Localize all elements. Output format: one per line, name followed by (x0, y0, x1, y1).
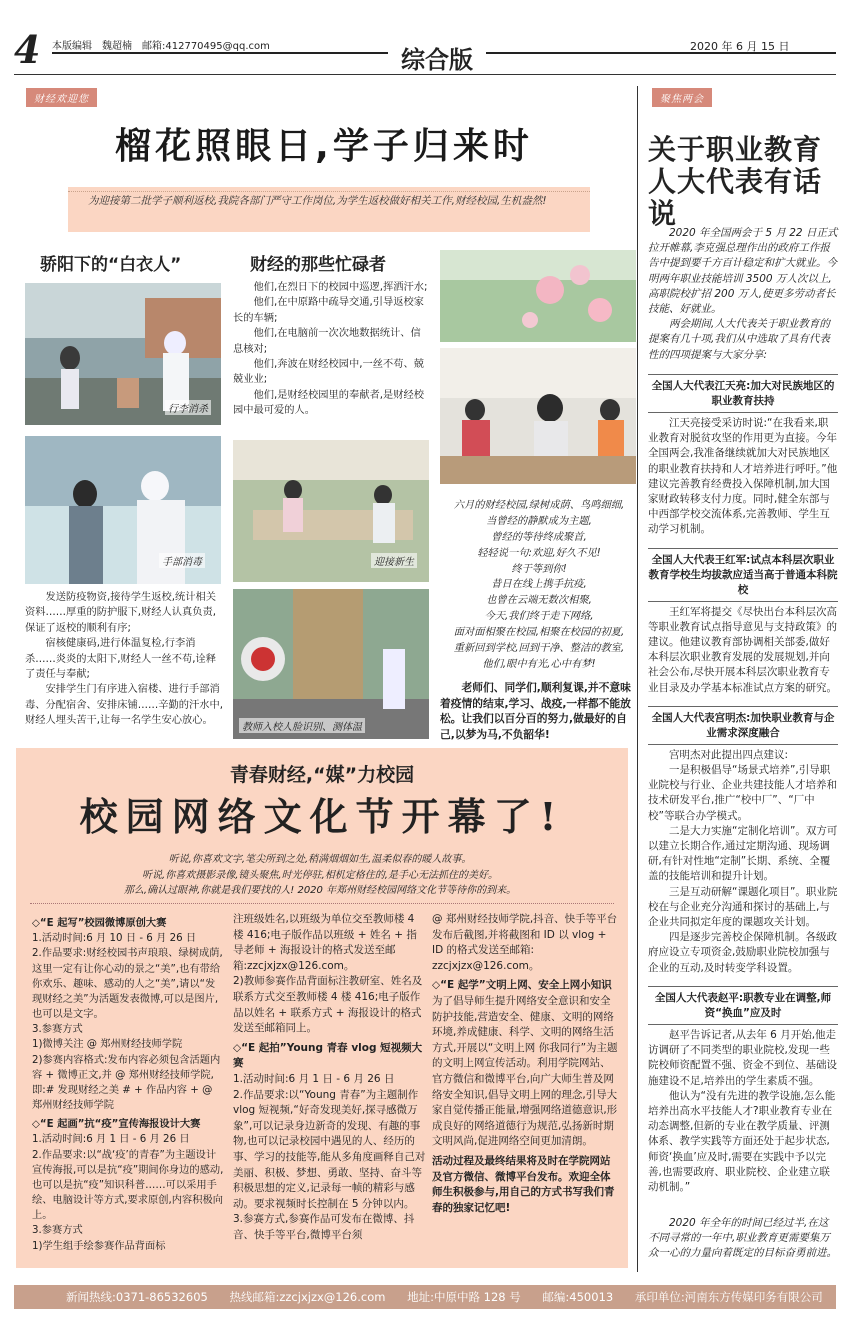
right-intro (648, 226, 838, 363)
contest-text: 2.作品要求:以“Young 青春”为主题制作 vlog 短视频,“好奇发现美好,探寻感微万象”,可以记录身边新奇的发现、有趣的事物,也可以记录校园中遇见的人、经历的事、学习的技能等,能从多角度画释自己对美丽、积极、梦想、勇敢、坚持、奋斗等积极思想的定义,记录每一帧的精彩与感动。要求视频时长控制在 5 分钟以内。 (233, 1088, 426, 1210)
photo-entry-illustration (233, 589, 429, 739)
right-items (648, 372, 838, 1203)
delegate-proposal-body: 宫明杰对此提出四点建议: (669, 748, 789, 761)
culture-intro (60, 852, 580, 899)
page-number: 4 (14, 27, 41, 72)
white-coats-article (25, 590, 223, 728)
footer-hotline: 新闻热线:0371-86532605 (66, 1290, 208, 1304)
delegate-proposal-body: 王红军将提交《尽快出台本科层次高等职业教育试点指导意见与支持政策》的建议。他建议教育部协调相关部委,做好本科层次职业教育发展的发展规划,并向社会公布,尽快开展本科层次职业教育专业目录及办学基本标准试点方案的研究。 (648, 605, 837, 694)
right-headline-line1: 关于职业教育 (648, 133, 823, 166)
contest-text: @ 郑州财经技师学院,抖音、快手等平台发布后截图,并将截图和 ID 以 vlog + ID 的格式发送至邮箱: zzcjxjzx@126.com。 (432, 913, 618, 972)
header-rule-left (52, 52, 388, 54)
item-divider (648, 412, 838, 413)
main-headline: 榴花照眼日,学子归来时 (115, 126, 533, 167)
delegate-proposal-title: 全国人大代表王红军:试点本科层次职业教育学校生均拔款应适当高于普通本科院校 (648, 553, 838, 596)
contest-text: 1)微博关注 @ 郑州财经技师学院 (32, 1038, 183, 1051)
culture-divider (30, 903, 614, 904)
delegate-proposal-body: 四是逐步完善校企保障机制。各级政府应设立专项资金,鼓励职业院校加强与企业的互动,及时转变学科设置。 (648, 931, 837, 974)
poem-line: 轻轻说一句:欢迎,好久不见! (477, 546, 601, 559)
caption-welcome: 迎接新生 (371, 553, 417, 568)
intro-line: 听说,你喜欢文字,笔尖所到之处,稍满烟烟如生,温柔似春的暖人故事。 (168, 854, 472, 865)
column-divider (637, 86, 638, 1272)
subhead-busy-people: 财经的那些忙碌者 (250, 255, 386, 275)
item-divider (648, 744, 838, 745)
right-intro-para: 2020 年全国两会于 5 月 22 日正式拉开帷幕,李克强总理作出的政府工作报告中提到要千方百计稳定和扩大就业。今明两年职业技能培训 3500 万人次以上,高职院校扩招 200 万人,使更多劳动者长技能、好就业。 (648, 227, 838, 316)
photo-flowers (440, 250, 636, 342)
delegate-proposal-body: 赵平告诉记者,从去年 6 月开始,他走访调研了不同类型的职业院校,发现一些院校师资配置不强、资金不到位、基础设施建设不足,培养出的学生素质不强。 (648, 1028, 837, 1087)
contest-text: 2.作品要求:以“战‘疫’的青春”为主题设计宣传海报,可以是抗“疫”期间你身边的感动,也可以是抗“疫”知识科普……可以采用手绘、电脑设计等方式,要求原创,内容积极向上。 (32, 1148, 224, 1222)
footer-address: 地址:中原中路 128 号 (407, 1290, 521, 1304)
right-intro-para: 两会期间,人大代表关于职业教育的提案有几十项,我们从中选取了具有代表性的四项提案与大家分享: (648, 318, 830, 361)
closing-paragraph: 老师们、同学们,顺利复课,并不意味着疫情的结束,学习、战疫,一样都不能放松。让我们以百分百的努力,做最好的自己,以梦为马,不负韶华! (440, 681, 631, 741)
photo-teacher-entry-check (233, 589, 429, 739)
item-spacer (648, 1195, 838, 1203)
section-tag-left: 财经欢迎您 (26, 88, 97, 107)
photo-welcoming-students (233, 440, 429, 582)
item-divider (648, 548, 838, 549)
item-spacer (648, 976, 838, 984)
footer-printer: 承印单位:河南东方传媒印务有限公司 (634, 1290, 823, 1304)
footer-postcode: 邮编:450013 (542, 1290, 614, 1304)
poem-line: 昔日在线上携手抗疫, (491, 578, 587, 591)
intro-line: 那么,确认过眼神,你就是我们要找的人! 2020 年郑州财经校园网络文化节等待你的到来。 (123, 885, 517, 896)
delegate-proposal-title: 全国人大代表宫明杰:加快职业教育与企业需求深度融合 (651, 711, 835, 739)
photo-classroom-illustration (440, 348, 636, 484)
article-paragraph: 他们,是财经校园里的奉献者,是财经校园中最可爱的人。 (233, 388, 425, 416)
article-paragraph: 发送防疫物资,接待学生返校,统计相关资料……厚重的防护服下,财经人认真负责,保证了返校的顺利有序; (25, 591, 217, 634)
contest-text: 3.参赛方式 (32, 1224, 83, 1237)
photo-classroom (440, 348, 636, 484)
busy-people-article (233, 280, 429, 418)
section-title: 综合版 (401, 46, 473, 74)
section-tag-right: 聚焦两会 (652, 88, 712, 107)
contest-text: 1)学生组手绘参赛作品背面标 (32, 1239, 166, 1252)
culture-column-3 (432, 912, 618, 1216)
contest-heading: ◇“E 起画”抗“疫”宣传海报设计大赛 (32, 1118, 201, 1131)
item-spacer (648, 696, 838, 704)
contest-text: 注班级姓名,以班级为单位交至教师楼 4 楼 416;电子版作品以班级 + 姓名 + 指导老师 + 海报设计的格式发送至邮箱:zzcjxjzx@126.com。 (233, 913, 417, 972)
welcome-poem (440, 498, 638, 673)
delegate-proposal-body: 二是大力实施“定制化培训”。双方可以建立长期合作,通过定期沟通、现场调研,有针对性地“定制”长期、系统、全覆盖的技能培训和提升计划。 (648, 824, 838, 883)
intro-line: 听说,你喜欢摄影录像,镜头聚焦,时光停驻,相机定格住的,是手心无法抓住的美好。 (142, 869, 498, 881)
contest-text: 2.作品要求:财经校园书声琅琅、绿树成荫,这里一定有让你心动的景之“美”,也有带给你欢乐、趣味、感动的人之“美”,请以“发现财经之美”为活题发表微博,可以是图片,也可以是文字。 (32, 947, 223, 1021)
poem-line: 他们,眼中有光,心中有梦! (482, 657, 596, 670)
photo-luggage-disinfection (25, 283, 221, 425)
delegate-proposal-title: 全国人大代表赵平:职教专业在调整,师资“换血”应及时 (654, 991, 832, 1019)
poem-line: 曾经的等待终成聚首, (491, 530, 587, 543)
item-divider (648, 374, 838, 375)
lead-paragraph: 为迎接第二批学子顺利返校,我院各部门严守工作岗位,为学生返校做好相关工作,财经校园,生机盎然! (68, 187, 590, 232)
contest-text: 1.活动时间:6 月 10 日 - 6 月 26 日 (32, 932, 197, 945)
item-divider (648, 601, 838, 602)
contest-text: 3.参赛方式,参赛作品可发布在微博、抖音、快手等平台,微博平台须 (233, 1213, 415, 1241)
delegate-proposal-body: 一是积极倡导“场景式培养”,引导职业院校与行业、企业共建技能人才培养和技术研发平台,推广“校中厂”、“厂中校”等联合办学模式。 (648, 764, 837, 822)
article-paragraph: 他们,在中原路中疏导交通,引导返校家长的车辆; (233, 296, 425, 324)
issue-date: 2020 年 6 月 15 日 (690, 40, 790, 53)
contest-heading: ◇“E 起学”文明上网、安全上网小知识 (432, 979, 612, 992)
contest-heading: ◇“E 起写”校园微博原创大赛 (32, 917, 167, 929)
culture-column-2 (233, 912, 426, 1243)
right-headline (648, 134, 838, 230)
poem-line: 面对面相聚在校园,相聚在校园的初夏, (453, 626, 625, 639)
item-spacer (648, 538, 838, 546)
contest-heading: ◇“E 起拍”Young 青春 vlog 短视频大赛 (233, 1041, 423, 1070)
item-divider (648, 986, 838, 987)
header-underline (14, 74, 836, 75)
poem-line: 也曾在云端无数次相聚, (486, 594, 592, 607)
article-paragraph: 他们,奔波在财经校园中,一丝不苟、兢兢业业; (233, 357, 425, 386)
contest-text: 为了倡导师生提升网络安全意识和安全防护技能,营造安全、健康、文明的网络环境,养成健康、科学、文明的网络生活方式,开展以“文明上网 你我同行”为主题的文明上网宣传活动。利用学院网站、官方微信和微博平台,向广大师生普及网络安全知识,倡导文明上网的理念,引导大家自觉传播正能量,增强网络道德意识,形成良好的网络道德行为规范,弘扬新时期文明风尚,促进网络空间更加清朗。 (432, 994, 618, 1148)
right-closing: 2020 年全年的时间已经过半,在这不同寻常的一年中,职业教育更需要集万众一心的力量向着既定的目标奋勇前进。 (648, 1217, 837, 1260)
article-paragraph: 安排学生门有序进入宿楼、进行手部消毒、分配宿舍、安排床铺……辛勤的汗水中,财经人埋头苦干,让每一名学生安心放心。 (25, 683, 224, 726)
article-paragraph: 他们,在烈日下的校园中巡逻,挥洒汗水; (253, 281, 428, 293)
article-paragraph: 他们,在电脑前一次次地数据统计、信息核对; (233, 327, 421, 355)
contest-text: 3.参赛方式 (32, 1023, 83, 1036)
caption-luggage: 行李消杀 (165, 400, 211, 415)
footer-bar (14, 1285, 836, 1309)
photo-flowers-illustration (440, 250, 636, 342)
culture-title: 校园网络文化节开幕了! (79, 794, 565, 839)
right-headline-line2: 人大代表有话说 (648, 165, 823, 230)
poem-line: 当曾经的静默成为主题, (486, 514, 592, 527)
delegate-proposal-body: 他认为“没有先进的教学设施,怎么能培养出高水平技能人才?职业教育专业在动态调整,但新的专业在教学质量、评测体系、教学实践等方面还处于起步状态,师资‘换血’应及时,需要在实践中予以完善,也需要政府、职业院校、企业建立联动机制。” (648, 1089, 836, 1193)
subhead-white-coats: 骄阳下的“白衣人” (40, 255, 182, 275)
item-divider (648, 1024, 838, 1025)
editor-label: 本版编辑 (52, 41, 92, 52)
editor-name: 魏超楠 (102, 41, 132, 52)
footer-email: 热线邮箱:zzcjxjzx@126.com (229, 1290, 386, 1304)
header-info (52, 37, 280, 52)
poem-line: 终于等到你! (511, 562, 567, 575)
item-divider (648, 706, 838, 707)
article-paragraph: 宿核健康码,进行体温复检,行李消杀……炎炎的太阳下,财经人一丝不苟,诠释了责任与奉献; (25, 637, 217, 680)
contest-text: 2)参赛内容格式:发布内容必须包含活题内容 + 微博正文,并 @ 郑州财经技师学院,即:# 发现财经之美 # + 作品内容 + @ 郑州财经技师学院 (32, 1053, 221, 1112)
contest-text: 1.活动时间:6 月 1 日 - 6 月 26 日 (233, 1072, 395, 1085)
caption-entry-check: 教师入校人脸识别、测体温 (239, 718, 365, 733)
culture-subtitle: 青春财经,“媒”力校园 (229, 764, 415, 786)
contest-heading: 活动过程及最终结果将及时在学院网站及官方微信、微博平台发布。欢迎全体师生积极参与,用自己的方式书写我们青春的独家记忆吧! (432, 1154, 615, 1214)
editor-email: 邮箱:412770495@qq.com (142, 41, 270, 52)
delegate-proposal-body: 三是互动研解“课题化项目”。职业院校在与企业充分沟通和探讨的基础上,与企业共同拟定年度的课题攻关计划。 (648, 885, 838, 929)
contest-text: 1.活动时间:6 月 1 日 - 6 月 26 日 (32, 1133, 190, 1146)
poem-line: 六月的财经校园,绿树成荫、鸟鸣细细, (453, 499, 625, 511)
poem-line: 今天,我们终于走下网络, (484, 610, 594, 623)
delegate-proposal-title: 全国人大代表江天亮:加大对民族地区的职业教育扶持 (651, 380, 835, 407)
contest-text: 2)教师参赛作品背面标注教研室、姓名及联系方式交至教师楼 4 楼 416;电子版作品以姓名 + 联系方式 + 海报设计的格式发送至邮箱同上。 (233, 975, 423, 1035)
delegate-proposal-body: 江天亮接受采访时说:“在我看来,职业教育对脱贫攻坚的作用更为直接。今年全国两会,我准备继续就加大对民族地区的职业教育扶持和人才培养进行呼吁。”他建议完善教育经费投入保障机制,加大国家财政转移支付力度。同时,健全东部与中西部学校交流体系,完善教师、学生互动学习机制。 (648, 417, 838, 536)
culture-column-1 (32, 912, 225, 1254)
caption-hand: 手部消毒 (159, 553, 205, 568)
poem-line: 重新回到学校,回到干净、整洁的教室, (453, 642, 625, 655)
photo-hand-sanitizing (25, 436, 221, 584)
